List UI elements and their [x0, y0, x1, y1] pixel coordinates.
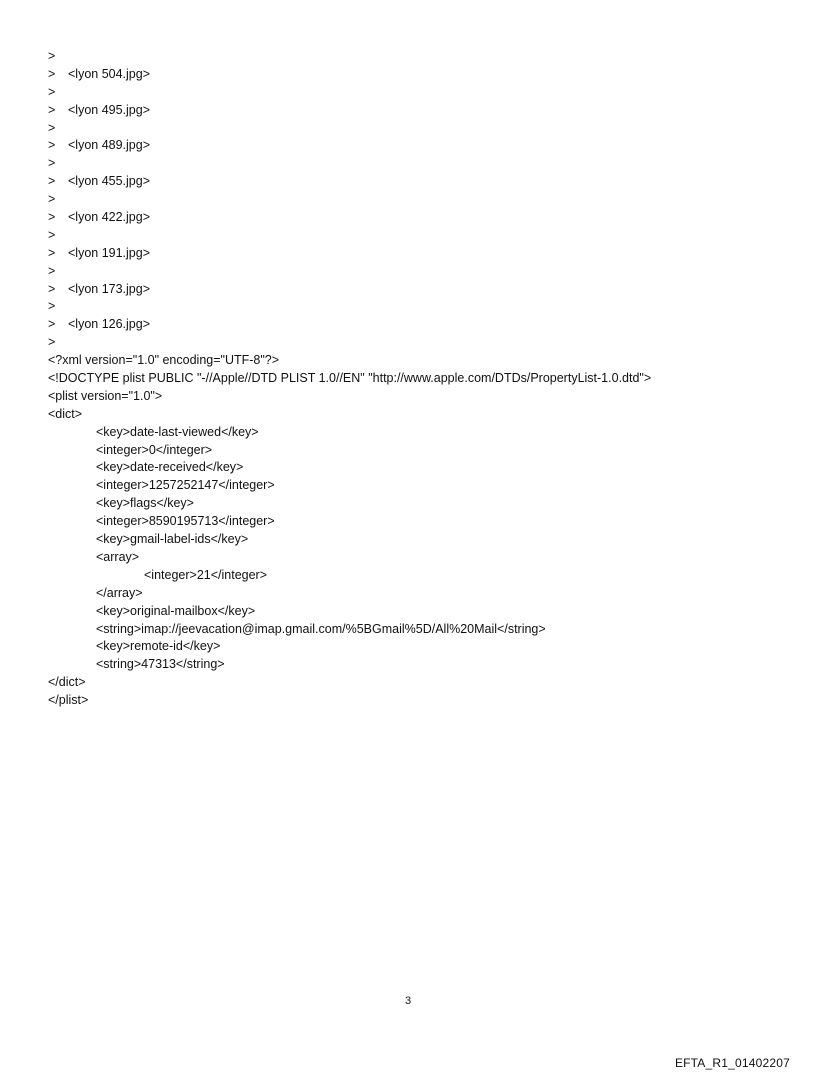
bates-number: EFTA_R1_01402207	[674, 1056, 790, 1070]
quoted-line	[48, 263, 788, 281]
quoted-line	[48, 155, 788, 173]
quote-marker: >	[48, 102, 56, 117]
plist-line: <key>date-received</key>	[96, 460, 244, 475]
quote-marker: >	[48, 156, 56, 171]
plist-line: <string>47313</string>	[96, 657, 225, 672]
quoted-text: <lyon 504.jpg>	[68, 66, 151, 81]
plist-line: <dict>	[48, 406, 83, 421]
plist-line: <integer>8590195713</integer>	[96, 514, 275, 529]
plist-line: <?xml version="1.0" encoding="UTF-8"?>	[48, 353, 280, 368]
quoted-text: <lyon 173.jpg>	[68, 281, 151, 296]
quoted-line	[48, 173, 788, 191]
quoted-reply-block	[48, 48, 788, 352]
quoted-line	[48, 281, 788, 299]
plist-line: </plist>	[48, 693, 89, 708]
quote-marker: >	[48, 120, 56, 135]
quote-marker: >	[48, 174, 56, 189]
plist-line: </dict>	[48, 675, 86, 690]
quoted-line	[48, 66, 788, 84]
quoted-line	[48, 316, 788, 334]
plist-line: <key>remote-id</key>	[96, 639, 221, 654]
quoted-line	[48, 120, 788, 138]
quoted-line	[48, 298, 788, 316]
quoted-text: <lyon 422.jpg>	[68, 210, 151, 225]
quote-marker: >	[48, 281, 56, 296]
plist-line: <integer>1257252147</integer>	[96, 478, 275, 493]
quote-marker: >	[48, 317, 56, 332]
plist-line: <key>date-last-viewed</key>	[96, 424, 259, 439]
quoted-line	[48, 209, 788, 227]
quoted-text: <lyon 495.jpg>	[68, 102, 151, 117]
quote-marker: >	[48, 299, 56, 314]
quoted-line	[48, 334, 788, 352]
plist-line: <plist version="1.0">	[48, 388, 163, 403]
quote-marker: >	[48, 335, 56, 350]
page-number: 3	[404, 995, 412, 1007]
plist-line: <key>flags</key>	[96, 496, 194, 511]
quoted-line	[48, 48, 788, 66]
quoted-text: <lyon 455.jpg>	[68, 174, 151, 189]
quote-marker: >	[48, 66, 56, 81]
quoted-line	[48, 245, 788, 263]
quote-marker: >	[48, 49, 56, 63]
quoted-text: <lyon 191.jpg>	[68, 245, 151, 260]
quote-marker: >	[48, 263, 56, 278]
quoted-line	[48, 84, 788, 102]
quote-marker: >	[48, 192, 56, 207]
quoted-text: <lyon 489.jpg>	[68, 138, 151, 153]
plist-line: <key>original-mailbox</key>	[96, 603, 256, 618]
plist-line: <string>imap://jeevacation@imap.gmail.com/%5BGmail%5D/All%20Mail</string>	[96, 621, 546, 636]
quoted-text: <lyon 126.jpg>	[68, 317, 151, 332]
plist-line: <key>gmail-label-ids</key>	[96, 532, 249, 547]
plist-line: <!DOCTYPE plist PUBLIC "-//Apple//DTD PLIST 1.0//EN" "http://www.apple.com/DTDs/PropertyList-1.0.dtd">	[48, 371, 652, 386]
plist-block	[48, 352, 788, 710]
quote-marker: >	[48, 245, 56, 260]
plist-line: <integer>21</integer>	[144, 567, 268, 582]
document-body	[48, 48, 788, 710]
quote-marker: >	[48, 227, 56, 242]
quoted-line	[48, 102, 788, 120]
quoted-line	[48, 191, 788, 209]
quote-marker: >	[48, 84, 56, 99]
plist-line: <array>	[96, 549, 140, 564]
plist-line: <integer>0</integer>	[96, 442, 213, 457]
quote-marker: >	[48, 210, 56, 225]
quote-marker: >	[48, 138, 56, 153]
quoted-line	[48, 137, 788, 155]
plist-line: </array>	[96, 585, 143, 600]
quoted-line	[48, 227, 788, 245]
